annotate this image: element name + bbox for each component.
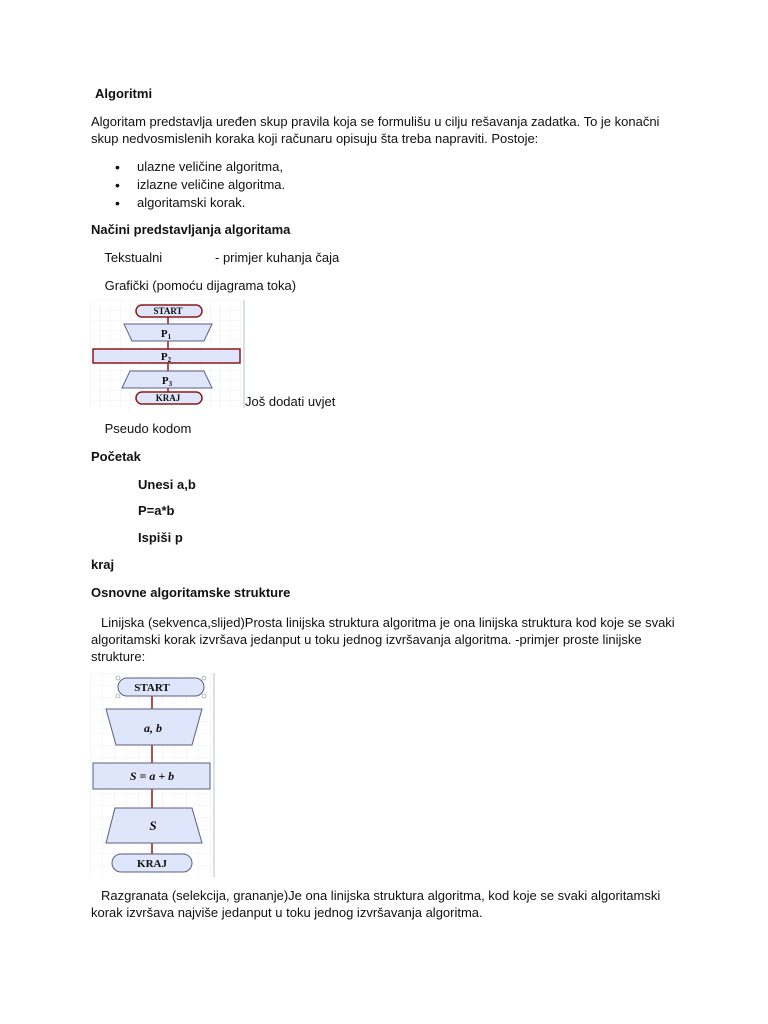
branching-structure-paragraph	[91, 887, 691, 921]
branching-structure-label: Razgranata (selekcija, grananje)	[101, 888, 289, 903]
flowchart-start-label: START	[134, 682, 170, 694]
flowchart-p1-subscript: 1	[167, 333, 172, 341]
method-pseudo	[91, 421, 191, 436]
list-item: • izlazne veličine algoritma.	[115, 176, 285, 194]
pseudocode-begin: Početak	[91, 449, 141, 464]
branching-structure-text: Je ona linijska struktura algoritma, kod koje se svaki algoritamski korak izvršava najviše jedanput u toku jednog izvršavanja algoritma.	[91, 888, 661, 920]
flowchart-end-label: KRAJ	[137, 858, 167, 870]
method-graphical-label: Grafički (pomoću dijagrama toka)	[104, 278, 297, 293]
flowchart-p2-label: P	[160, 351, 168, 363]
list-item: • ulazne veličine algoritma,	[115, 158, 285, 176]
linear-structure-text: Prosta linijska struktura algoritma je ona linijska struktura kod koje se svaki algoritamski korak izvršava jedanput u toku jednog izvršavanja algoritma. -primjer proste linijske strukture:	[91, 615, 675, 664]
flowchart-input-label: a, b	[144, 721, 162, 735]
method-pseudo-label: Pseudo kodom	[104, 421, 192, 436]
section-heading-methods: Načini predstavljanja algoritama	[91, 222, 291, 237]
method-graphical	[91, 278, 296, 293]
flowchart-linear	[90, 673, 216, 879]
flowchart-process-label: S = a + b	[129, 769, 175, 783]
linear-structure-paragraph	[91, 614, 681, 665]
linear-structure-label: Linijska (sekvenca,slijed)	[101, 615, 245, 630]
intro-paragraph: Algoritam predstavlja uređen skup pravila koja se formulišu u cilju rešavanja zadatka. To je konačni skup nedvosmislenih koraka koji računaru opisuju šta treba napraviti. Postoje:	[91, 114, 660, 146]
flowchart-end-label: KRAJ	[155, 393, 181, 403]
bullet-list	[115, 158, 285, 212]
flowchart-start-label: START	[153, 306, 183, 316]
page-title: Algoritmi	[95, 86, 153, 101]
flowchart-small	[90, 300, 246, 410]
method-textual-label: Tekstualni	[104, 250, 163, 265]
section-heading-structures: Osnovne algoritamske strukture	[91, 585, 291, 600]
pseudocode-line: Ispiši p	[138, 530, 183, 545]
pseudocode-line: P=a*b	[138, 503, 175, 518]
flowchart-output-label: S	[149, 818, 157, 833]
flowchart-p2-subscript: 2	[167, 356, 172, 364]
pseudocode-line: Unesi a,b	[138, 477, 196, 492]
pseudocode-end: kraj	[91, 557, 115, 572]
method-textual-note: - primjer kuhanja čaja	[215, 250, 340, 265]
flowchart-note: Još dodati uvjet	[245, 394, 336, 409]
method-textual	[91, 250, 162, 265]
flowchart-p3-subscript: 3	[168, 380, 173, 388]
flowchart-p1-label: P	[160, 328, 168, 340]
list-item: • algoritamski korak.	[115, 194, 285, 212]
flowchart-p3-label: P	[161, 375, 169, 387]
